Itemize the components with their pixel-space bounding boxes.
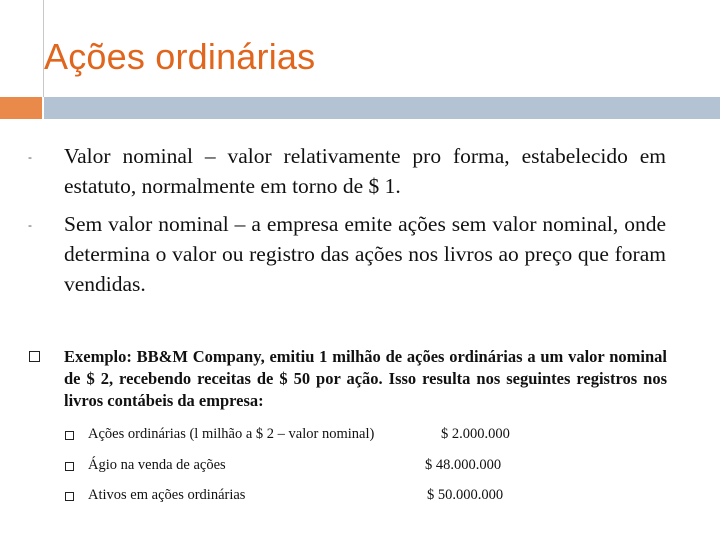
entry-label: Ágio na venda de ações — [88, 457, 226, 473]
header-accent-orange — [0, 97, 42, 119]
entry-checkbox-icon — [65, 462, 74, 471]
page-title: Ações ordinárias — [44, 36, 316, 77]
bullet-valor-nominal: Valor nominal – valor relativamente pro forma, estabelecido em estatuto, normalmente em torno de $ 1. — [64, 144, 666, 198]
header-accent-blue — [44, 97, 720, 119]
bullet-sem-valor-nominal: Sem valor nominal – a empresa emite ações sem valor nominal, onde determina o valor ou registro das ações nos livros ao preço que foram vendidas. — [64, 212, 666, 296]
entry-value: $ 48.000.000 — [425, 457, 502, 473]
entry-checkbox-icon — [65, 431, 74, 440]
example-checkbox-icon — [29, 351, 40, 362]
entry-value: $ 2.000.000 — [441, 426, 510, 442]
bullet-dash-2: - — [28, 218, 32, 232]
example-paragraph: Exemplo: BB&M Company, emitiu 1 milhão de ações ordinárias a um valor nominal de $ 2, recebendo receitas de $ 50 por ação. Isso resulta nos seguintes registros nos livros contábeis da empresa: — [64, 347, 667, 410]
entry-label: Ações ordinárias (l milhão a $ 2 – valor nominal) — [88, 426, 375, 442]
entry-checkbox-icon — [65, 492, 74, 501]
entry-label: Ativos em ações ordinárias — [88, 487, 246, 503]
entry-value: $ 50.000.000 — [427, 487, 504, 503]
bullet-dash-1: - — [28, 150, 32, 164]
